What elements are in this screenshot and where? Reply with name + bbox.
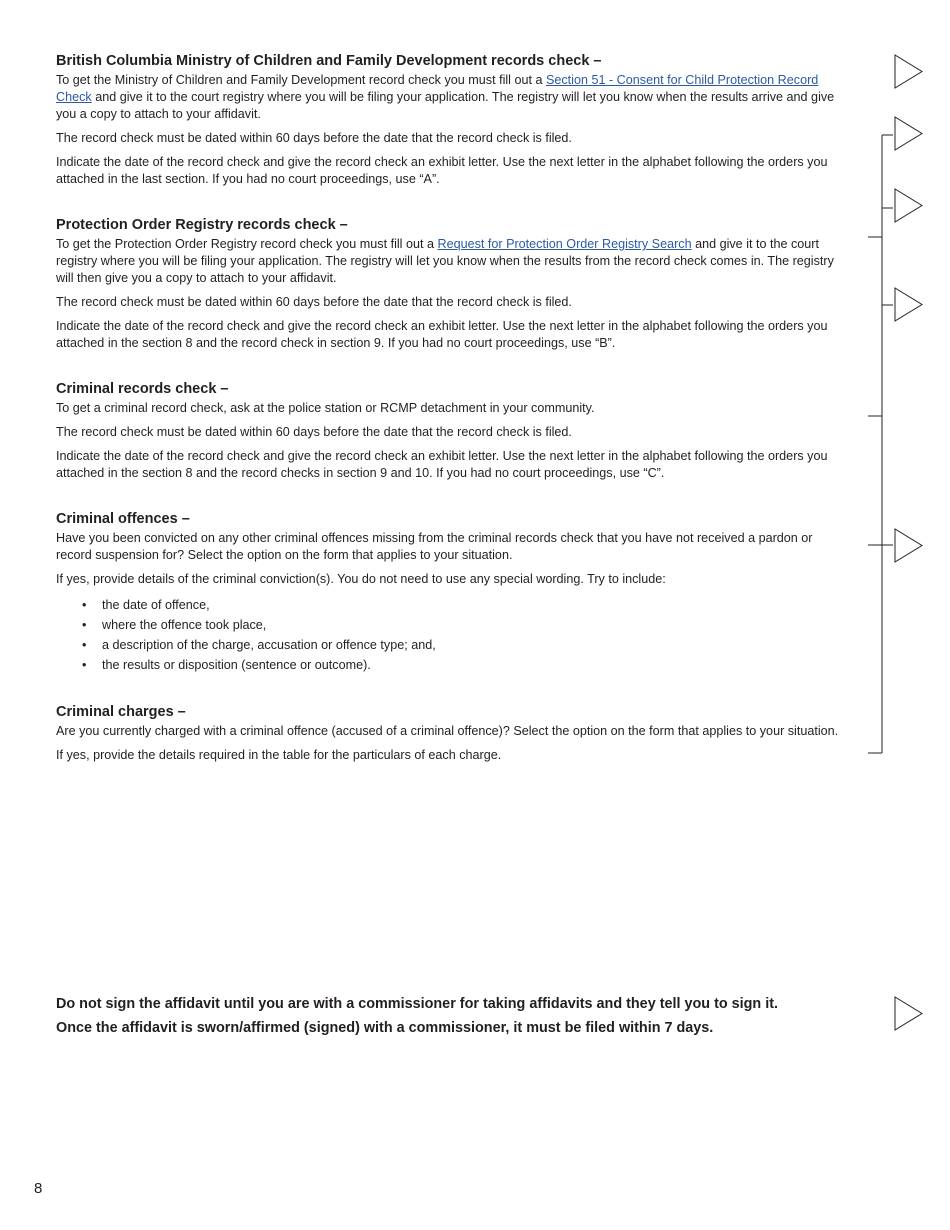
paragraph <box>56 236 848 287</box>
section-protection-order-registry <box>56 216 848 352</box>
section-mcfd-records-check <box>56 52 848 188</box>
paragraph: Are you currently charged with a criminal offence (accused of a criminal offence)? Select the option on the form that applies to your situation. <box>56 724 839 738</box>
paragraph: Indicate the date of the record check and give the record check an exhibit letter. Use the next letter in the alphabet following the orders you attached in the section 8 and the record check in section 9. If you had no court proceedings, use “B”. <box>56 319 828 350</box>
section-criminal-charges <box>56 703 848 764</box>
paragraph: Indicate the date of the record check and give the record check an exhibit letter. Use the next letter in the alphabet following the orders you attached in the last section. If you had no court proceedings, use “A”. <box>56 155 828 186</box>
paragraph <box>56 72 848 123</box>
paragraph: If yes, provide details of the criminal conviction(s). You do not need to use any special wording. Try to include: <box>56 572 666 586</box>
paragraph: To get a criminal record check, ask at the police station or RCMP detachment in your community. <box>56 401 595 415</box>
document-body <box>56 52 848 792</box>
play-arrow-icon <box>895 117 922 150</box>
paragraph: Have you been convicted on any other criminal offences missing from the criminal records check that you have not received a pardon or record suspension for? Select the option on the form that applies to your situation. <box>56 531 813 562</box>
section-51-consent-link[interactable]: Section 51 - Consent for Child Protection Record Check <box>56 73 819 104</box>
filing-deadline: Once the affidavit is sworn/affirmed (signed) with a commissioner, it must be filed within 7 days. <box>56 1020 714 1036</box>
signing-warning: Do not sign the affidavit until you are with a commissioner for taking affidavits and they tell you to sign it. <box>56 996 779 1012</box>
protection-order-registry-search-link[interactable]: Request for Protection Order Registry Search <box>437 237 692 251</box>
page-number: 8 <box>34 1180 43 1197</box>
play-arrow-icon <box>895 288 922 321</box>
paragraph: If yes, provide the details required in the table for the particulars of each charge. <box>56 748 502 762</box>
margin-arrows <box>860 40 950 1040</box>
play-arrow-icon <box>895 997 922 1030</box>
section-title: Protection Order Registry records check – <box>56 217 348 233</box>
list-item: • a description of the charge, accusation or offence type; and, <box>56 635 848 655</box>
section-criminal-records-check <box>56 380 848 482</box>
section-criminal-offences <box>56 510 848 675</box>
text: To get the Protection Order Registry record check you must fill out a <box>56 237 438 251</box>
text: and give it to the court registry where you will be filing your application. The registry will let you know when the results arrive and give you a copy to attach to your affidavit. <box>56 90 835 121</box>
paragraph: The record check must be dated within 60 days before the date that the record check is filed. <box>56 295 572 309</box>
section-title: British Columbia Ministry of Children and Family Development records check – <box>56 53 602 69</box>
section-title: Criminal offences – <box>56 511 190 527</box>
details-list <box>56 595 848 675</box>
section-title: Criminal charges – <box>56 704 186 720</box>
play-arrow-icon <box>895 189 922 222</box>
paragraph: The record check must be dated within 60 days before the date that the record check is filed. <box>56 425 572 439</box>
play-arrow-icon <box>895 55 922 88</box>
play-arrow-icon <box>895 529 922 562</box>
text: and give it to the court registry where you will be filing your application. The registry will let you know when the results from the record check comes in. The registry will then give you a copy to attach to your affidavit. <box>56 237 834 285</box>
list-item: • the date of offence, <box>56 595 848 615</box>
list-item: • where the offence took place, <box>56 615 848 635</box>
text: To get the Ministry of Children and Family Development record check you must fill out a <box>56 73 546 87</box>
list-item: • the results or disposition (sentence or outcome). <box>56 655 848 675</box>
signing-notice <box>56 992 876 1040</box>
paragraph: Indicate the date of the record check and give the record check an exhibit letter. Use the next letter in the alphabet following the orders you attached in the section 8 and the record checks in section 9 and 10. If you had no court proceedings, use “C”. <box>56 449 828 480</box>
paragraph: The record check must be dated within 60 days before the date that the record check is filed. <box>56 131 572 145</box>
section-title: Criminal records check – <box>56 381 229 397</box>
